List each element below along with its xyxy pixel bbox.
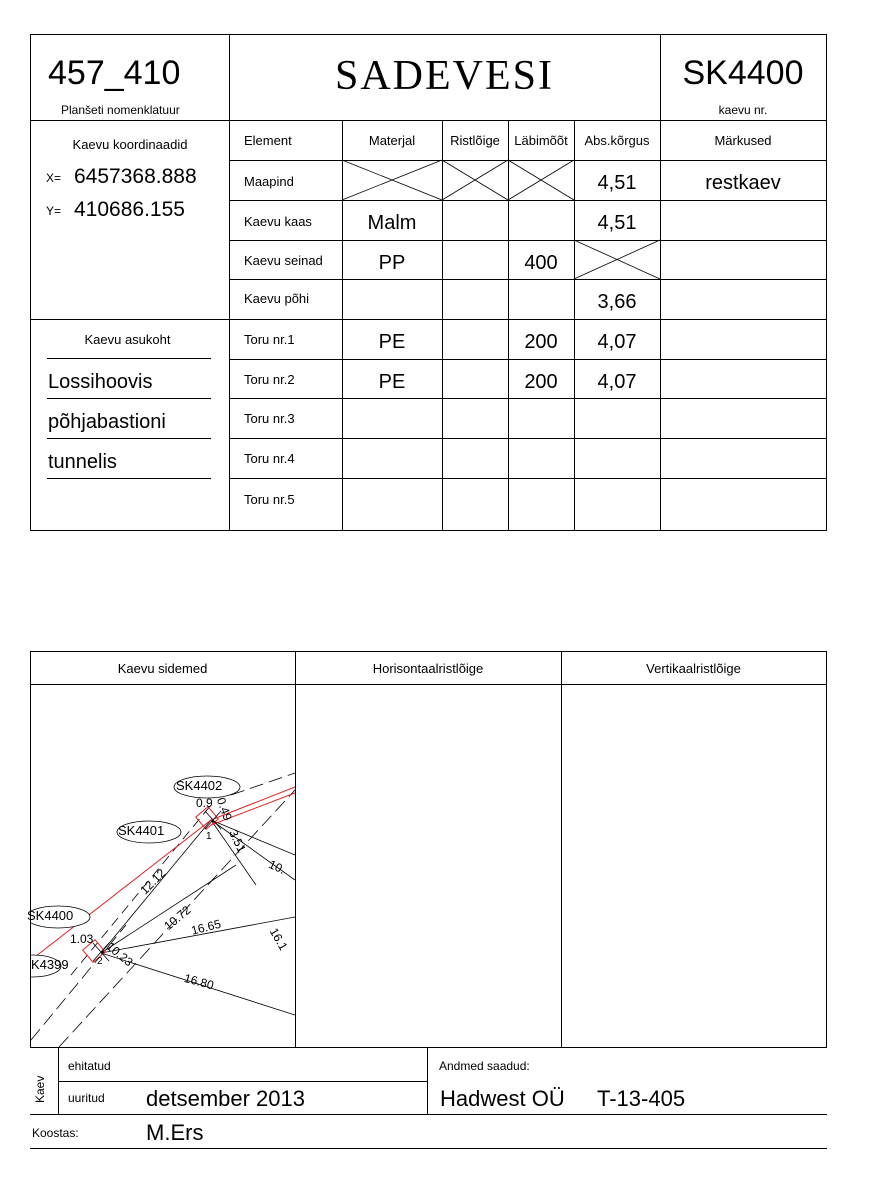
- column-header-element: Element: [244, 133, 292, 148]
- row-element: Toru nr.4: [244, 451, 295, 466]
- surveyed-value: detsember 2013: [146, 1086, 305, 1111]
- row-diameter: 400: [524, 252, 558, 274]
- nomenclature-label: Planšeti nomenklatuur: [61, 103, 180, 117]
- row-element: Maapind: [244, 174, 294, 189]
- nomenclature-value: 457_410: [48, 54, 181, 92]
- row-elevation: 4,07: [597, 371, 637, 393]
- location-line: tunnelis: [48, 451, 117, 473]
- dim-label: 16.65: [189, 916, 223, 938]
- row-elevation: 4,51: [597, 212, 637, 234]
- document-title: SADEVESI: [334, 53, 554, 99]
- pipe-number: 2: [97, 956, 103, 967]
- dim-label: 10.: [266, 857, 288, 877]
- ties-drawing: [31, 685, 295, 1047]
- row-element: Toru nr.5: [244, 492, 295, 507]
- dim-label: 0.9: [196, 796, 213, 810]
- dim-label: 3.51: [226, 827, 249, 855]
- well-label-sk4399: K4399: [31, 957, 69, 972]
- built-label: ehitatud: [68, 1059, 111, 1073]
- x-label: X=: [46, 171, 62, 185]
- data-source-code: T-13-405: [597, 1086, 686, 1111]
- row-element: Kaevu kaas: [244, 214, 312, 229]
- side-label: Kaev: [33, 1075, 47, 1103]
- row-element: Toru nr.2: [244, 372, 295, 387]
- row-material: PP: [378, 252, 406, 274]
- row-diameter: 200: [524, 371, 558, 393]
- section-ties-title: Kaevu sidemed: [117, 661, 208, 676]
- dim-label: 16.80: [182, 971, 216, 993]
- row-diameter: 200: [524, 331, 558, 353]
- row-element: Toru nr.3: [244, 411, 295, 426]
- row-elevation: 4,07: [597, 331, 637, 353]
- data-source-label: Andmed saadud:: [439, 1059, 530, 1073]
- dim-label: 1.03: [70, 932, 94, 946]
- author-value: M.Ers: [146, 1120, 204, 1145]
- coordinates-label: Kaevu koordinaadid: [72, 137, 188, 152]
- dim-label: 10.23: [103, 939, 136, 970]
- dim-label: 12.12: [137, 866, 169, 898]
- y-coordinate: 410686.155: [74, 198, 185, 221]
- dim-label: 16.1: [266, 925, 291, 953]
- well-number: SK4400: [682, 54, 804, 92]
- y-label: Y=: [46, 204, 62, 218]
- section-vertical-title: Vertikaalristlõige: [646, 661, 741, 676]
- column-header-cross-section: Ristlõige: [450, 133, 500, 148]
- row-elevation: 4,51: [597, 172, 637, 194]
- column-header-diameter: Läbimõõt: [514, 133, 568, 148]
- row-element: Kaevu põhi: [244, 291, 310, 306]
- author-label: Koostas:: [32, 1126, 79, 1140]
- section-horizontal-title: Horisontaalristlõige: [372, 661, 484, 676]
- row-element: Kaevu seinad: [244, 253, 323, 268]
- well-label-sk4400: SK4400: [27, 908, 74, 923]
- column-header-elevation: Abs.kõrgus: [584, 133, 650, 148]
- surveyed-label: uuritud: [68, 1091, 105, 1105]
- row-material: PE: [378, 371, 406, 393]
- well-label-sk4401: SK4401: [118, 823, 165, 838]
- location-label: Kaevu asukoht: [84, 332, 171, 347]
- data-source-company: Hadwest OÜ: [440, 1086, 565, 1111]
- dim-label: 10.72: [161, 902, 194, 933]
- dim-label: 0.49: [213, 795, 235, 823]
- location-line: Lossihoovis: [48, 371, 153, 393]
- row-material: Malm: [367, 212, 417, 234]
- well-label-sk4402: SK4402: [176, 778, 223, 793]
- location-line: põhjabastioni: [48, 411, 166, 433]
- row-element: Toru nr.1: [244, 332, 295, 347]
- x-coordinate: 6457368.888: [74, 165, 197, 188]
- column-header-notes: Märkused: [714, 133, 772, 148]
- pipe-number: 1: [206, 831, 212, 842]
- well-number-label: kaevu nr.: [718, 103, 768, 117]
- column-header-material: Materjal: [368, 133, 416, 148]
- row-elevation: 3,66: [597, 291, 637, 313]
- row-material: PE: [378, 331, 406, 353]
- row-notes: restkaev: [705, 172, 781, 194]
